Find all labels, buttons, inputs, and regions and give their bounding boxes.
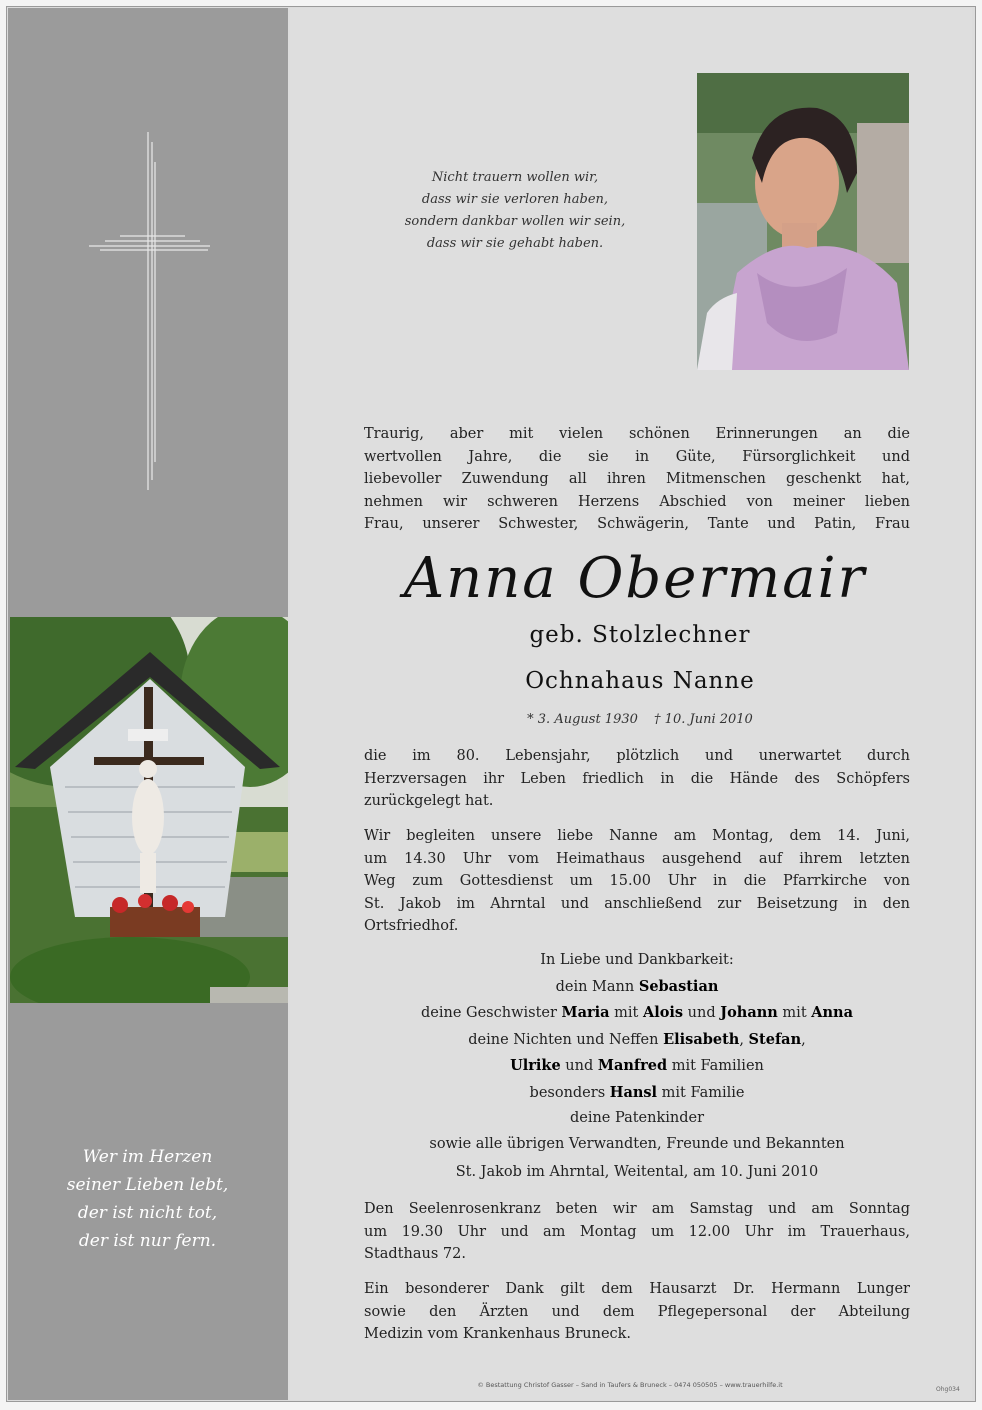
family-line-husband: dein Mann Sebastian — [555, 977, 719, 995]
family-line-godchildren: deine Patenkinder — [569, 1110, 705, 1126]
wayside-shrine-photo — [10, 617, 288, 1003]
family-line-nieces-2: Ulrike und Manfred mit Familien — [510, 1057, 764, 1074]
maiden-name: geb. Stolzlechner — [529, 622, 751, 648]
place-date: St. Jakob im Ahrntal, Weitental, am 10. Juni 2010 — [455, 1164, 819, 1180]
text-line: Den Seelenrosenkranz beten wir am Samstag und am Sonntag — [364, 1201, 910, 1217]
side-quote-line: seiner Lieben lebt, — [66, 1175, 229, 1195]
funeral-paragraph — [364, 825, 910, 938]
text-line: um 19.30 Uhr und am Montag um 12.00 Uhr im Trauerhaus, — [364, 1223, 910, 1240]
text-line: Ortsfriedhof. — [364, 918, 459, 934]
family-line-nieces: deine Nichten und Neffen Elisabeth, Stefan, — [468, 1030, 806, 1048]
side-quote-line: der ist nur fern. — [78, 1231, 217, 1251]
text-line: Wir begleiten unsere liebe Nanne am Montag, dem 14. Juni, — [364, 828, 910, 844]
side-quote-line: der ist nicht tot, — [77, 1203, 218, 1223]
family-line-siblings: deine Geschwister Maria mit Alois und Johann mit Anna — [420, 1004, 853, 1021]
portrait-photo — [697, 73, 909, 370]
deceased-name: Anna Obermair — [403, 546, 867, 611]
text-line: wertvollen Jahre, die sie in Güte, Fürsorglichkeit und — [364, 448, 910, 465]
quote-line: dass wir sie gehabt haben. — [426, 236, 604, 251]
family-line-hansl: besonders Hansl mit Familie — [529, 1083, 745, 1101]
thanks-paragraph — [364, 1278, 910, 1346]
text-line: liebevoller Zuwendung all ihren Mitmenschen geschenkt hat, — [364, 471, 910, 487]
text-line: zurückgelegt hat. — [364, 793, 494, 809]
text-line: Traurig, aber mit vielen schönen Erinnerungen an die — [364, 426, 910, 442]
intro-paragraph — [364, 423, 910, 536]
text-line: Frau, unserer Schwester, Schwägerin, Tante und Patin, Frau — [364, 516, 910, 532]
text-line: sowie den Ärzten und dem Pflegepersonal der Abteilung — [364, 1303, 910, 1320]
life-dates — [380, 712, 900, 727]
text-line: die im 80. Lebensjahr, plötzlich und unerwartet durch — [364, 748, 910, 764]
text-line: St. Jakob im Ahrntal und anschließend zur Beisetzung in den — [364, 895, 910, 912]
death-date: † 10. Juni 2010 — [654, 712, 753, 727]
text-line: Medizin vom Krankenhaus Bruneck. — [364, 1326, 632, 1342]
family-intro: In Liebe und Dankbarkeit: — [540, 952, 734, 968]
memorial-quote — [365, 167, 665, 255]
death-paragraph — [364, 745, 910, 813]
side-quote — [20, 1143, 275, 1255]
cross-icon — [80, 122, 210, 492]
side-quote-line: Wer im Herzen — [82, 1147, 213, 1167]
template-code: Ohg034 — [936, 1386, 960, 1393]
family-list — [364, 948, 910, 1157]
rosary-paragraph — [364, 1198, 910, 1266]
text-line: Stadthaus 72. — [364, 1246, 466, 1262]
text-line: nehmen wir schweren Herzens Abschied von meiner lieben — [364, 493, 910, 510]
quote-line: dass wir sie verloren haben, — [421, 192, 609, 207]
text-line: Weg zum Gottesdienst um 15.00 Uhr in die Pfarrkirche von — [364, 873, 910, 889]
text-line: Herzversagen ihr Leben friedlich in die Hände des Schöpfers — [364, 770, 910, 787]
quote-line: sondern dankbar wollen wir sein, — [404, 214, 626, 229]
family-line-relatives: sowie alle übrigen Verwandten, Freunde und Bekannten — [429, 1135, 845, 1152]
text-line: um 14.30 Uhr vom Heimathaus ausgehend auf ihrem letzten — [364, 850, 910, 867]
nickname: Ochnahaus Nanne — [525, 668, 755, 694]
birth-date: * 3. August 1930 — [527, 712, 638, 727]
quote-line: Nicht trauern wollen wir, — [431, 170, 599, 185]
footer-credit: © Bestattung Christof Gasser – Sand in Taufers & Bruneck – 0474 050505 – www.trauerhilfe.it — [477, 1381, 783, 1389]
text-line: Ein besonderer Dank gilt dem Hausarzt Dr. Hermann Lunger — [364, 1281, 910, 1297]
